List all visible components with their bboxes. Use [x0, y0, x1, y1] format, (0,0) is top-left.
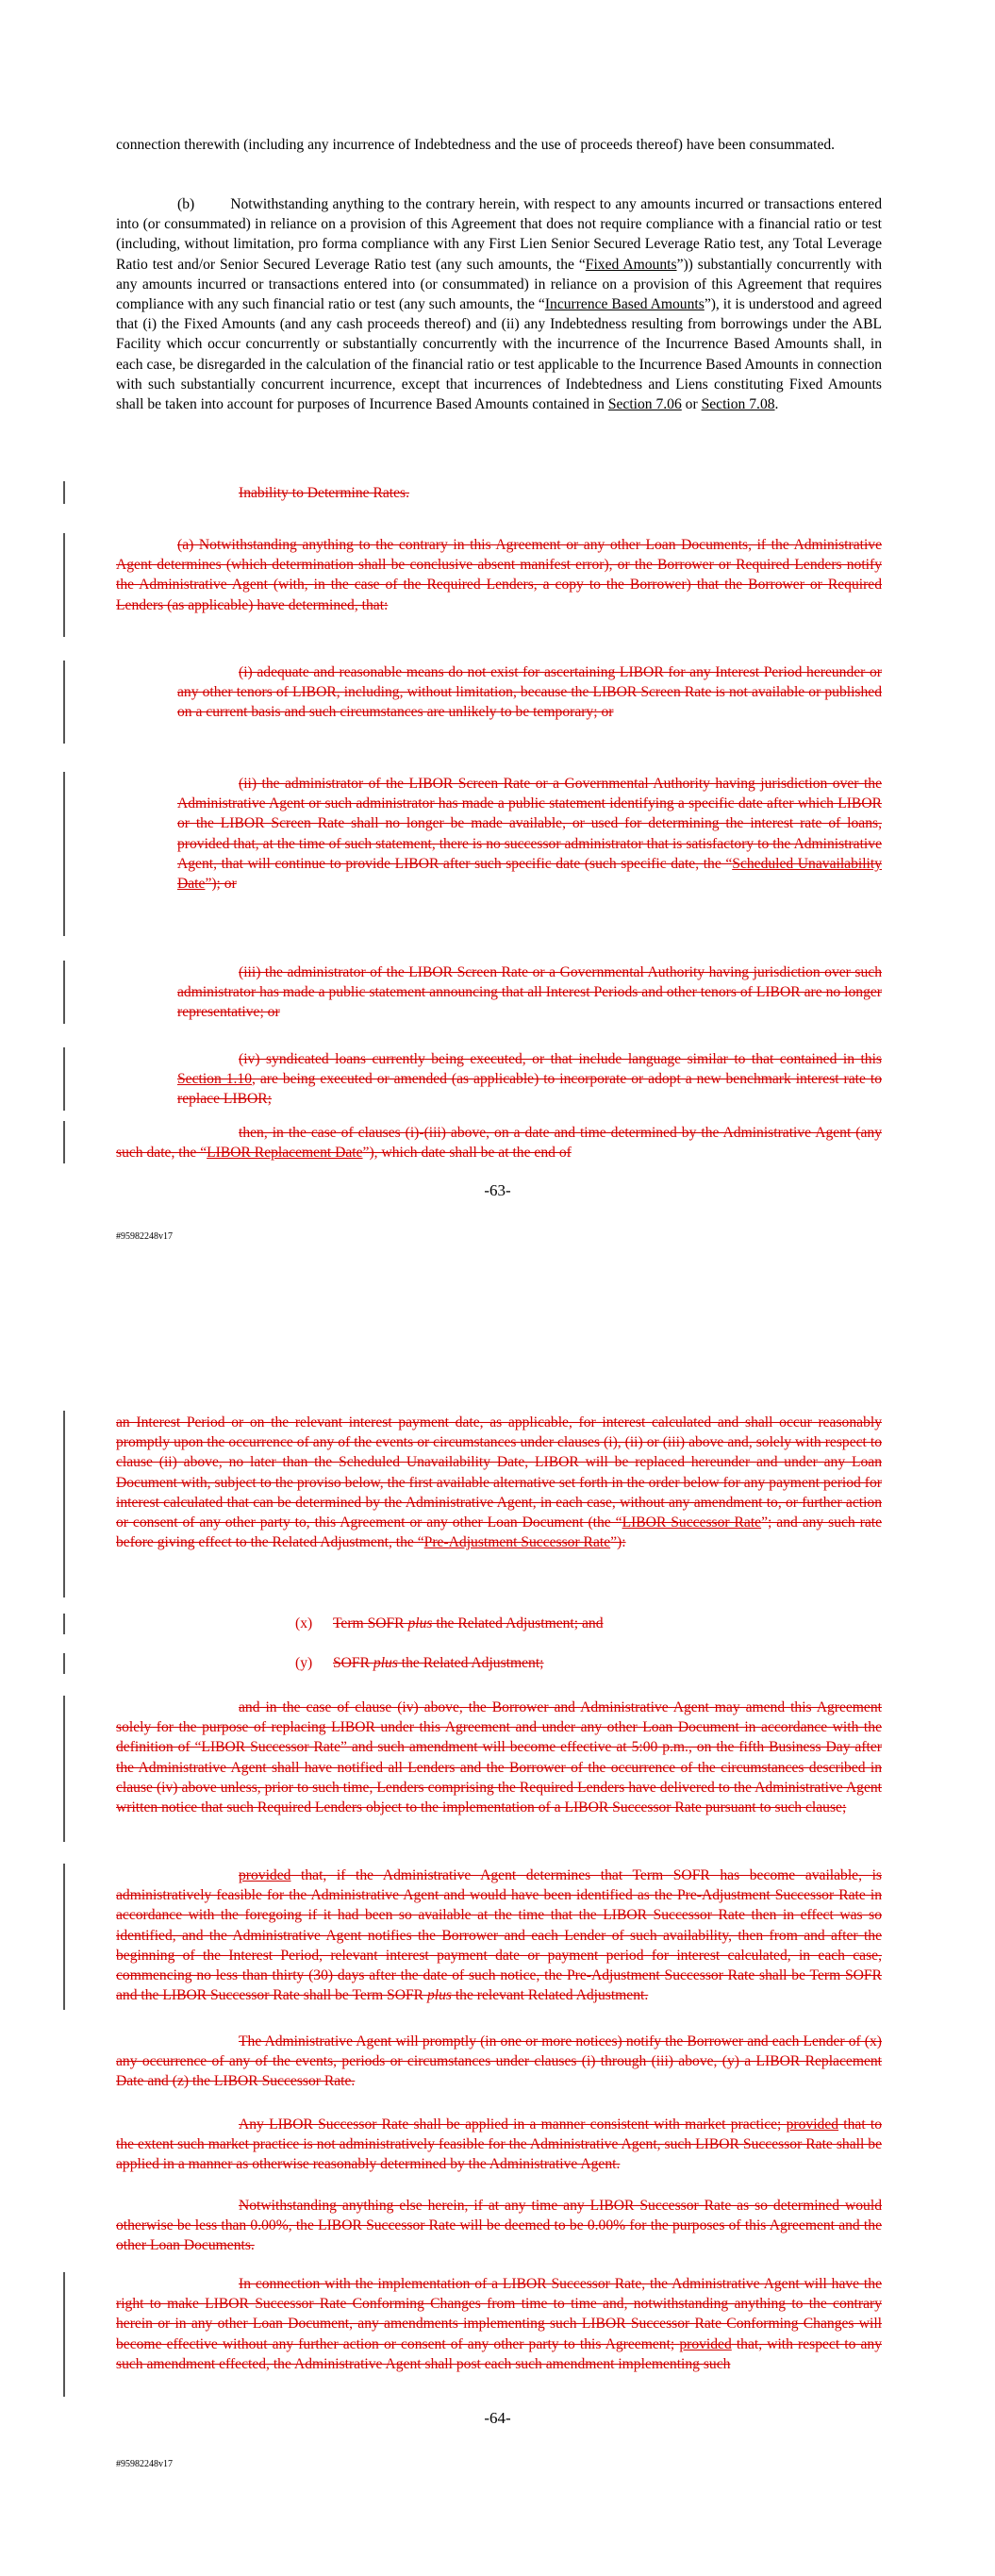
clause-ii-text-1: (ii) the administrator of the LIBOR Screen Rate or a Governmental Authority having jurisdiction over the Administrative Agent or such administrator has made a public statement identifying a specific date after which LIBOR or the LIBOR Screen Rate shall no longer be made available, or used for determining the interest rate of loans, provided that, at the time of such statement, there is no successor administrator that is satisfactory to the Administrative Agent, that will continue to provide LIBOR after such specific date (such specific date, the “ — [177, 776, 882, 872]
continuation-text-3: ”): — [610, 1534, 626, 1551]
defined-term-fixed-amounts: Fixed Amounts — [585, 256, 677, 273]
continuation-text-1: an Interest Period or on the relevant interest payment date, as applicable, for interest calculated and shall occur reasonably promptly upon the occurrence of any of the events or circumstances under clauses (i), (ii) or (iii) above and, solely with respect to clause (ii) above, no later than the Scheduled Unavailability Date, LIBOR will be replaced hereunder and under any Loan Document with, subject to the proviso below, the first available alternative set forth in the order below for any payment period for interest calculated that can be determined by the Administrative Agent, in each case, without any amendment to, or further action or consent of any other party to, this Agreement or any other Loan Document (the “ — [116, 1414, 882, 1531]
defined-term-pre-adjustment-successor-rate: Pre-Adjustment Successor Rate — [423, 1534, 611, 1551]
paragraph-notify-deleted — [116, 2032, 882, 2092]
paragraph-intro — [116, 135, 882, 155]
document-id: #95982248v17 — [116, 1231, 173, 1242]
then-text-2: ”), which date shall be at the end of — [362, 1145, 572, 1162]
change-bar — [63, 1696, 65, 1842]
market-text-2: that to the extent such market practice is not administratively feasible for the Administrative Agent, such LIBOR Successor Rate shall be applied in a manner as otherwise reasonably determined by the Administrative Agent. — [116, 2116, 883, 2173]
paragraph-conforming-changes-deleted — [116, 2274, 882, 2374]
clause-iii-text: (iii) the administrator of the LIBOR Screen Rate or a Governmental Authority having jurisdiction over such administrator has made a public statement announcing that all Interest Periods and other tenors of LIBOR are no longer representative; or — [177, 964, 882, 1021]
sub-item-x-text-1: Term SOFR — [333, 1615, 408, 1631]
clause-iv-case-text: and in the case of clause (iv) above, the Borrower and Administrative Agent may amend this Agreement solely for the purpose of replacing LIBOR under this Agreement and under any other Loan Document in accordance with the definition of “LIBOR Successor Rate” and such amendment will become effective at 5:00 p.m., on the fifth Business Day after the Administrative Agent shall have notified all Lenders and the Borrower of the occurrence of the circumstances described in clause (iv) above unless, prior to such time, Lenders comprising the Required Lenders have delivered to the Administrative Agent written notice that such Required Lenders object to the implementation of a LIBOR Successor Rate pursuant to such clause; — [116, 1699, 882, 1816]
change-bar — [63, 1653, 65, 1674]
section-ref-1-10: Section 1.10 — [177, 1071, 253, 1088]
sub-item-y — [295, 1655, 544, 1672]
clause-b-text-2: ”)) substantially concurrently with any amounts incurred or transactions entered into (or consummated) in reliance on a provision of this Agreement that requires compliance with any such financial ratio or test (any such amounts, the “ — [116, 256, 883, 313]
heading-text: Inability to Determine Rates. — [239, 485, 410, 501]
defined-term-incurrence-based-amounts: Incurrence Based Amounts — [544, 296, 705, 313]
clause-a-text: (a) Notwithstanding anything to the contrary in this Agreement or any other Loan Documents, if the Administrative Agent determines (which determination shall be conclusive absent manifest error), or the Borrower or Required Lenders notify the Administrative Agent (with, in the case of the Required Lenders, a copy to the Borrower) that the Borrower or Required Lenders (as applicable) have determined, that: — [116, 537, 882, 613]
section-ref-7-06: Section 7.06 — [607, 396, 682, 413]
change-bar — [63, 1864, 65, 2010]
change-bar — [63, 961, 65, 1024]
change-bar — [63, 1411, 65, 1597]
page-64 — [0, 1288, 995, 2576]
sub-item-x-label: (x) — [295, 1615, 313, 1631]
clause-i-text: (i) adequate and reasonable means do not exist for ascertaining LIBOR for any Interest Period hereunder or any other tenors of LIBOR, including, without limitation, because the LIBOR Screen Rate is not available or published on a current basis and such circumstances are unlikely to be temporary; or — [177, 664, 882, 721]
defined-term-libor-successor-rate: LIBOR Successor Rate — [622, 1514, 762, 1531]
paragraph-proviso-deleted — [116, 1865, 882, 2005]
continuation-text-2: ”; and any such rate before giving effect to the Related Adjustment, the “ — [116, 1514, 882, 1551]
section-ref-7-08: Section 7.08 — [701, 396, 775, 413]
sub-item-y-label: (y) — [295, 1655, 313, 1671]
document-id: #95982248v17 — [116, 2459, 173, 2469]
market-text-1: Any LIBOR Successor Rate shall be applied in a manner consistent with market practice; — [239, 2116, 787, 2133]
change-bar — [63, 661, 65, 744]
clause-b-text-3: ”), it is understood and agreed that (i) the Fixed Amounts (and any cash proceeds thereof) and (ii) any Indebtedness resulting from borrowings under the ABL Facility which occur concurrently or substantially concurrently with the incurrence of the Incurrence Based Amounts shall, in each case, be disregarded in the calculation of the financial ratio or test applicable to the Incurrence Based Amounts in connection with such substantially concurrent incurrence, except that incurrences of Indebtedness and Liens constituting Fixed Amounts shall be taken into account for purposes of Incurrence Based Amounts contained in — [116, 296, 882, 413]
heading-inability-to-determine-rates — [239, 483, 616, 503]
clause-ii-text-2: ”); or — [205, 876, 237, 893]
paragraph-a-deleted — [116, 535, 882, 615]
change-bar — [63, 1614, 65, 1634]
clause-iv-text-1: (iv) syndicated loans currently being executed, or that include language similar to that contained in this — [239, 1051, 882, 1067]
proviso-text-1: that, if the Administrative Agent determines that Term SOFR has become available, is administratively feasible for the Administrative Agent and would have been identified as the Pre-Adjustment Successor Rate in accordance with the foregoing if it had been so available at the time that the LIBOR Successor Rate then in effect was so identified, and the Administrative Agent notifies the Borrower and each Lender of such availability, then from and after the beginning of the Interest Period, relevant interest payment date or payment period for interest calculated, in each case, commencing no less than thirty (30) days after the date of such notice, the Pre-Adjustment Successor Rate shall be Term SOFR and the LIBOR Successor Rate shall be Term SOFR — [116, 1867, 882, 2004]
defined-term-libor-replacement-date: LIBOR Replacement Date — [207, 1145, 363, 1162]
page-number: -63- — [484, 1181, 511, 1199]
sub-item-y-plus: plus — [373, 1655, 398, 1671]
conform-text-1: In connection with the implementation of a LIBOR Successor Rate, the Administrative Agent will have the right to make LIBOR Successor Rate Conforming Changes from time to time and, notwithstanding anything to the contrary herein or in any other Loan Document, any amendments implementing such LIBOR Successor Rate Conforming Changes will become effective without any further action or consent of any other party to this Agreement; — [116, 2276, 882, 2352]
conform-text-2: that, with respect to any such amendment effected, the Administrative Agent shall post each such amendment implementing such — [116, 2335, 882, 2372]
clause-b-label: (b) — [177, 196, 195, 212]
sub-item-y-text-2: the Related Adjustment; — [397, 1655, 544, 1671]
paragraph-market-practice-deleted — [116, 2115, 882, 2175]
change-bar — [63, 1047, 65, 1111]
change-bar — [63, 1121, 65, 1163]
change-bar — [63, 481, 65, 504]
paragraph-iv-deleted — [177, 1049, 882, 1110]
paragraph-iii-deleted — [177, 962, 882, 1023]
paragraph-clause-iv-case-deleted — [116, 1698, 882, 1817]
paragraph-ii-deleted — [177, 774, 882, 894]
defined-term-scheduled-unavailability-date: Scheduled Unavailability Date — [177, 855, 883, 893]
page-number: -64- — [484, 2409, 511, 2427]
paragraph-floor-deleted — [116, 2196, 882, 2256]
clause-b-or: or — [681, 396, 702, 413]
sub-item-x-plus: plus — [407, 1615, 433, 1631]
proviso-plus: plus — [426, 1987, 452, 2004]
intro-text: connection therewith (including any incurrence of Indebtedness and the use of proceeds thereof) have been consummated. — [116, 137, 836, 153]
paragraph-b — [116, 194, 882, 414]
sub-item-y-text-1: SOFR — [333, 1655, 373, 1671]
paragraph-i-deleted — [177, 662, 882, 723]
proviso-text-2: the relevant Related Adjustment. — [451, 1987, 649, 2004]
clause-b-text-1: Notwithstanding anything to the contrary herein, with respect to any amounts incurred or transactions entered into (or consummated) in reliance on a provision of this Agreement that does not require compliance with a financial ratio or test (including, without limitation, pro forma compliance with any First Lien Senior Secured Leverage Ratio test, any Total Leverage Ratio test and/or Senior Secured Leverage Ratio test (any such amounts, the “ — [116, 196, 882, 273]
notify-text: The Administrative Agent will promptly (in one or more notices) notify the Borrower and each Lender of (x) any occurrence of any of the events, periods or circumstances under clauses (i) through (iii) above, (y) a LIBOR Replacement Date and (z) the LIBOR Successor Rate. — [116, 2033, 882, 2090]
change-bar — [63, 533, 65, 637]
floor-text: Notwithstanding anything else herein, if at any time any LIBOR Successor Rate as so determined would otherwise be less than 0.00%, the LIBOR Successor Rate will be deemed to be 0.00% for the purposes of this Agreement and the other Loan Documents. — [116, 2198, 882, 2254]
proviso-keyword: provided — [239, 1867, 291, 1883]
clause-iv-text-2: , are being executed or amended (as applicable) to incorporate or adopt a new benchmark interest rate to replace LIBOR; — [177, 1071, 882, 1108]
conform-proviso-keyword: provided — [679, 2335, 732, 2352]
then-text-1: then, in the case of clauses (i)-(iii) above, on a date and time determined by the Administrative Agent (any such date, the “ — [116, 1125, 882, 1162]
paragraph-then-deleted — [116, 1123, 882, 1163]
paragraph-continuation-deleted — [116, 1413, 882, 1552]
sub-item-x — [295, 1615, 604, 1632]
change-bar — [63, 2272, 65, 2397]
clause-b-end: . — [774, 396, 779, 413]
sub-item-x-text-2: the Related Adjustment; and — [432, 1615, 604, 1631]
change-bar — [63, 772, 65, 936]
market-proviso-keyword: provided — [786, 2116, 839, 2133]
